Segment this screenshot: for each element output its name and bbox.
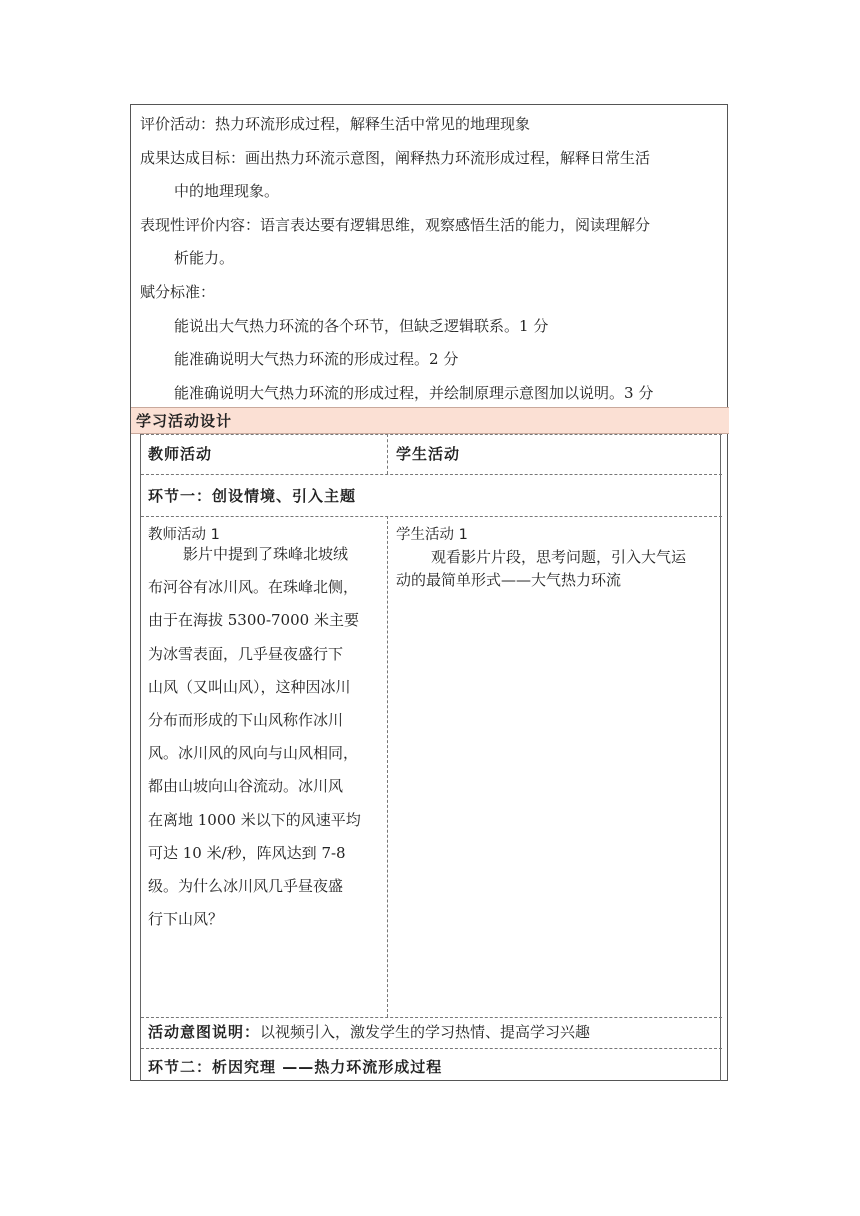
score-level-2: 能准确说明大气热力环流的形成过程。2 分 [174,350,459,368]
teacher-text-line: 在离地 1000 米以下的风速平均 [148,810,361,829]
col-header-teacher: 教师活动 [148,445,213,463]
activity-intent [148,1022,590,1042]
score-level-3: 能准确说明大气热力环流的形成过程，并绘制原理示意图加以说明。3 分 [174,384,654,402]
teacher-text-line: 风。冰川风的风向与山风相同， [148,744,359,763]
section-header-band [131,407,729,434]
activity-inner-table [140,434,721,1081]
teacher-text-line: 山风（又叫山风），这种因冰川 [148,677,351,696]
stage-1-title: 环节一：创设情境、引入主题 [148,487,357,505]
teacher-text-line: 级。为什么冰川风几乎昼夜盛 [148,877,344,895]
rule-intent-bottom [141,1048,722,1049]
section-title: 学习活动设计 [136,412,233,430]
teacher-text-line: 影片中提到了珠峰北坡绒 [183,545,349,563]
teacher-text-line: 布河谷有冰川风。在珠峰北侧， [148,578,359,597]
intent-label: 活动意图说明： [148,1023,261,1041]
intent-text: 以视频引入，激发学生的学习热情、提高学习兴趣 [260,1023,591,1041]
col-divider-header [387,434,388,474]
stage-2-title: 环节二：析因究理 ——热力环流形成过程 [148,1058,443,1076]
score-level-1: 能说出大气热力环流的各个环节，但缺乏逻辑联系。1 分 [174,317,549,335]
rule-top [141,434,722,435]
performance-line-1: 表现性评价内容：语言表达要有逻辑思维，观察感悟生活的能力，阅读理解分 [140,216,651,234]
teacher-activity-1-title: 教师活动 1 [148,527,220,543]
teacher-text-line: 行下山风？ [148,910,224,929]
evaluation-activity: 评价活动：热力环流形成过程，解释生活中常见的地理现象 [140,115,531,133]
teacher-text-line: 分布而形成的下山风称作冰川 [148,711,344,729]
teacher-text-line: 为冰雪表面，几乎昼夜盛行下 [148,644,344,663]
rule-header-bottom [141,474,722,475]
student-activity-1-title: 学生活动 1 [396,527,468,543]
goal-line-1: 成果达成目标：画出热力环流示意图，阐释热力环流形成过程，解释日常生活 [140,149,651,167]
lesson-plan-table [130,104,728,1081]
rule-stage1-bottom [141,516,722,517]
teacher-text-line: 可达 10 米/秒，阵风达到 7-8 [148,843,346,862]
goal-line-2: 中的地理现象。 [174,182,280,200]
rule-activity-bottom [141,1017,722,1018]
teacher-text-line: 由于在海拔 5300-7000 米主要 [148,611,359,630]
col-header-student: 学生活动 [396,445,461,463]
scoring-title: 赋分标准： [140,283,216,301]
teacher-text-line: 都由山坡向山谷流动。冰川风 [148,777,344,796]
student-activity-1-line-1: 观看影片片段，思考问题，引入大气运 [431,548,687,566]
col-divider-activity [387,516,388,1017]
performance-line-2: 析能力。 [174,249,235,267]
student-activity-1-line-2: 动的最简单形式——大气热力环流 [396,571,622,589]
